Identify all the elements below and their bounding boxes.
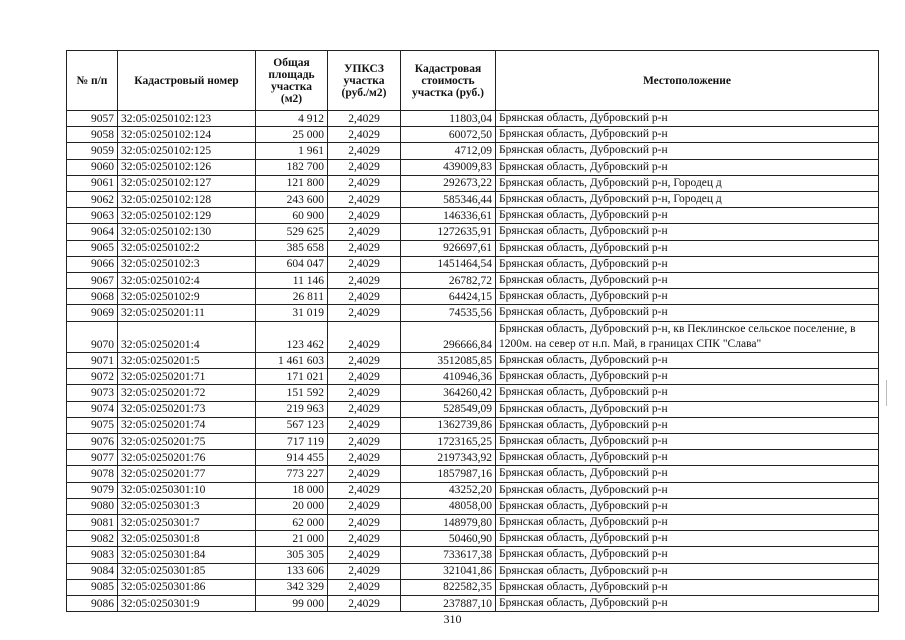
location: Брянская область, Дубровский р-н (496, 353, 879, 369)
cadastral-value: 822582,35 (401, 579, 496, 595)
upksz-value: 2,4029 (328, 547, 401, 563)
cadastral-value: 146336,61 (401, 208, 496, 224)
area-value: 717 119 (256, 434, 328, 450)
area-value: 21 000 (256, 531, 328, 547)
area-value: 773 227 (256, 466, 328, 482)
area-value: 60 900 (256, 208, 328, 224)
cadastral-value: 26782,72 (401, 273, 496, 289)
row-number: 9060 (67, 159, 118, 175)
cadastral-number: 32:05:0250102:2 (118, 240, 256, 256)
header-num: № п/п (67, 51, 118, 111)
row-number: 9072 (67, 369, 118, 385)
cadastral-number: 32:05:0250201:75 (118, 434, 256, 450)
cadastral-value: 50460,90 (401, 531, 496, 547)
location: Брянская область, Дубровский р-н (496, 579, 879, 595)
location: Брянская область, Дубровский р-н (496, 385, 879, 401)
area-value: 62 000 (256, 515, 328, 531)
cadastral-number: 32:05:0250301:8 (118, 531, 256, 547)
upksz-value: 2,4029 (328, 305, 401, 321)
row-number: 9075 (67, 417, 118, 433)
location: Брянская область, Дубровский р-н (496, 498, 879, 514)
cadastral-number: 32:05:0250301:3 (118, 498, 256, 514)
location: Брянская область, Дубровский р-н (496, 482, 879, 498)
location: Брянская область, Дубровский р-н (496, 127, 879, 143)
table-row (67, 240, 879, 256)
cadastral-value: 321041,86 (401, 563, 496, 579)
table-row (67, 450, 879, 466)
header-cadastral-number: Кадастровый номер (118, 51, 256, 111)
location: Брянская область, Дубровский р-н (496, 289, 879, 305)
cadastral-number: 32:05:0250201:4 (118, 321, 256, 352)
area-value: 182 700 (256, 159, 328, 175)
table-row (67, 353, 879, 369)
location: Брянская область, Дубровский р-н, Городец д (496, 192, 879, 208)
table-header-row (67, 51, 879, 111)
cadastral-value: 528549,09 (401, 401, 496, 417)
cadastral-number: 32:05:0250201:74 (118, 417, 256, 433)
cadastral-value: 364260,42 (401, 385, 496, 401)
area-value: 121 800 (256, 175, 328, 191)
cadastral-number: 32:05:0250201:5 (118, 353, 256, 369)
location: Брянская область, Дубровский р-н (496, 596, 879, 612)
row-number: 9078 (67, 466, 118, 482)
cadastral-number: 32:05:0250201:73 (118, 401, 256, 417)
row-number: 9069 (67, 305, 118, 321)
row-number: 9057 (67, 111, 118, 127)
area-value: 18 000 (256, 482, 328, 498)
cadastral-value: 733617,38 (401, 547, 496, 563)
page-number: 310 (443, 612, 462, 626)
location: Брянская область, Дубровский р-н (496, 208, 879, 224)
upksz-value: 2,4029 (328, 515, 401, 531)
row-number: 9083 (67, 547, 118, 563)
upksz-value: 2,4029 (328, 369, 401, 385)
area-value: 385 658 (256, 240, 328, 256)
cadastral-value: 1723165,25 (401, 434, 496, 450)
row-number: 9081 (67, 515, 118, 531)
cadastral-number: 32:05:0250102:3 (118, 256, 256, 272)
location: Брянская область, Дубровский р-н (496, 143, 879, 159)
location: Брянская область, Дубровский р-н (496, 466, 879, 482)
table-row (67, 256, 879, 272)
upksz-value: 2,4029 (328, 208, 401, 224)
upksz-value: 2,4029 (328, 563, 401, 579)
upksz-value: 2,4029 (328, 289, 401, 305)
cadastral-number: 32:05:0250301:9 (118, 596, 256, 612)
table-row (67, 531, 879, 547)
cadastral-value: 585346,44 (401, 192, 496, 208)
table-row (67, 466, 879, 482)
cadastral-number: 32:05:0250102:130 (118, 224, 256, 240)
table-row (67, 224, 879, 240)
area-value: 133 606 (256, 563, 328, 579)
row-number: 9070 (67, 321, 118, 352)
cadastral-table (66, 50, 879, 612)
row-number: 9077 (67, 450, 118, 466)
table-row (67, 369, 879, 385)
area-value: 31 019 (256, 305, 328, 321)
cadastral-value: 11803,04 (401, 111, 496, 127)
row-number: 9067 (67, 273, 118, 289)
cadastral-number: 32:05:0250102:4 (118, 273, 256, 289)
cadastral-value: 43252,20 (401, 482, 496, 498)
cadastral-value: 292673,22 (401, 175, 496, 191)
area-value: 1 961 (256, 143, 328, 159)
area-value: 342 329 (256, 579, 328, 595)
location: Брянская область, Дубровский р-н (496, 434, 879, 450)
area-value: 529 625 (256, 224, 328, 240)
upksz-value: 2,4029 (328, 596, 401, 612)
table-row (67, 192, 879, 208)
area-value: 99 000 (256, 596, 328, 612)
upksz-value: 2,4029 (328, 159, 401, 175)
cadastral-number: 32:05:0250102:129 (118, 208, 256, 224)
upksz-value: 2,4029 (328, 240, 401, 256)
cadastral-value: 74535,56 (401, 305, 496, 321)
table-row (67, 401, 879, 417)
upksz-value: 2,4029 (328, 256, 401, 272)
upksz-value: 2,4029 (328, 417, 401, 433)
table-row (67, 596, 879, 612)
cadastral-number: 32:05:0250102:126 (118, 159, 256, 175)
table-row (67, 175, 879, 191)
table-row (67, 127, 879, 143)
area-value: 305 305 (256, 547, 328, 563)
header-cadastral-value: Кадастровая стоимость участка (руб.) (401, 51, 496, 111)
scan-edge-mark (886, 380, 887, 406)
location: Брянская область, Дубровский р-н (496, 273, 879, 289)
upksz-value: 2,4029 (328, 143, 401, 159)
cadastral-number: 32:05:0250301:86 (118, 579, 256, 595)
table-row (67, 515, 879, 531)
cadastral-number: 32:05:0250201:71 (118, 369, 256, 385)
area-value: 914 455 (256, 450, 328, 466)
row-number: 9076 (67, 434, 118, 450)
row-number: 9062 (67, 192, 118, 208)
table-row (67, 579, 879, 595)
upksz-value: 2,4029 (328, 482, 401, 498)
row-number: 9064 (67, 224, 118, 240)
table-row (67, 434, 879, 450)
upksz-value: 2,4029 (328, 111, 401, 127)
upksz-value: 2,4029 (328, 175, 401, 191)
cadastral-value: 1857987,16 (401, 466, 496, 482)
cadastral-number: 32:05:0250102:128 (118, 192, 256, 208)
table-row (67, 289, 879, 305)
table-row (67, 417, 879, 433)
upksz-value: 2,4029 (328, 321, 401, 352)
cadastral-number: 32:05:0250102:123 (118, 111, 256, 127)
row-number: 9063 (67, 208, 118, 224)
area-value: 123 462 (256, 321, 328, 352)
location: Брянская область, Дубровский р-н, Городец д (496, 175, 879, 191)
location: Брянская область, Дубровский р-н (496, 515, 879, 531)
cadastral-number: 32:05:0250201:77 (118, 466, 256, 482)
row-number: 9061 (67, 175, 118, 191)
cadastral-number: 32:05:0250102:125 (118, 143, 256, 159)
cadastral-value: 439009,83 (401, 159, 496, 175)
upksz-value: 2,4029 (328, 531, 401, 547)
cadastral-value: 64424,15 (401, 289, 496, 305)
cadastral-number: 32:05:0250102:127 (118, 175, 256, 191)
cadastral-value: 48058,00 (401, 498, 496, 514)
cadastral-value: 148979,80 (401, 515, 496, 531)
cadastral-value: 2197343,92 (401, 450, 496, 466)
location: Брянская область, Дубровский р-н (496, 450, 879, 466)
row-number: 9066 (67, 256, 118, 272)
cadastral-number: 32:05:0250102:9 (118, 289, 256, 305)
upksz-value: 2,4029 (328, 385, 401, 401)
cadastral-value: 410946,36 (401, 369, 496, 385)
location: Брянская область, Дубровский р-н (496, 240, 879, 256)
location: Брянская область, Дубровский р-н (496, 531, 879, 547)
row-number: 9085 (67, 579, 118, 595)
table-row (67, 563, 879, 579)
row-number: 9068 (67, 289, 118, 305)
upksz-value: 2,4029 (328, 450, 401, 466)
row-number: 9082 (67, 531, 118, 547)
upksz-value: 2,4029 (328, 192, 401, 208)
cadastral-number: 32:05:0250301:7 (118, 515, 256, 531)
upksz-value: 2,4029 (328, 498, 401, 514)
area-value: 151 592 (256, 385, 328, 401)
table-row (67, 385, 879, 401)
row-number: 9084 (67, 563, 118, 579)
cadastral-number: 32:05:0250102:124 (118, 127, 256, 143)
cadastral-number: 32:05:0250201:76 (118, 450, 256, 466)
cadastral-value: 1272635,91 (401, 224, 496, 240)
area-value: 26 811 (256, 289, 328, 305)
upksz-value: 2,4029 (328, 579, 401, 595)
table-body (67, 111, 879, 612)
upksz-value: 2,4029 (328, 434, 401, 450)
table-row (67, 321, 879, 352)
location: Брянская область, Дубровский р-н (496, 305, 879, 321)
location: Брянская область, Дубровский р-н (496, 563, 879, 579)
location: Брянская область, Дубровский р-н (496, 159, 879, 175)
cadastral-value: 60072,50 (401, 127, 496, 143)
header-area: Общая площадь участка (м2) (256, 51, 328, 111)
row-number: 9065 (67, 240, 118, 256)
cadastral-value: 1451464,54 (401, 256, 496, 272)
area-value: 243 600 (256, 192, 328, 208)
table-row (67, 208, 879, 224)
table-row (67, 273, 879, 289)
row-number: 9079 (67, 482, 118, 498)
location: Брянская область, Дубровский р-н (496, 401, 879, 417)
table-row (67, 159, 879, 175)
table-row (67, 143, 879, 159)
location: Брянская область, Дубровский р-н (496, 256, 879, 272)
cadastral-value: 237887,10 (401, 596, 496, 612)
cadastral-number: 32:05:0250201:72 (118, 385, 256, 401)
row-number: 9071 (67, 353, 118, 369)
upksz-value: 2,4029 (328, 273, 401, 289)
upksz-value: 2,4029 (328, 401, 401, 417)
area-value: 567 123 (256, 417, 328, 433)
row-number: 9086 (67, 596, 118, 612)
upksz-value: 2,4029 (328, 127, 401, 143)
area-value: 219 963 (256, 401, 328, 417)
row-number: 9073 (67, 385, 118, 401)
location: Брянская область, Дубровский р-н (496, 369, 879, 385)
area-value: 171 021 (256, 369, 328, 385)
cadastral-value: 3512085,85 (401, 353, 496, 369)
area-value: 25 000 (256, 127, 328, 143)
header-upksz: УПКСЗ участка (руб./м2) (328, 51, 401, 111)
row-number: 9058 (67, 127, 118, 143)
upksz-value: 2,4029 (328, 466, 401, 482)
cadastral-value: 4712,09 (401, 143, 496, 159)
table-row (67, 482, 879, 498)
location: Брянская область, Дубровский р-н (496, 111, 879, 127)
cadastral-number: 32:05:0250301:10 (118, 482, 256, 498)
table-row (67, 111, 879, 127)
row-number: 9080 (67, 498, 118, 514)
row-number: 9059 (67, 143, 118, 159)
row-number: 9074 (67, 401, 118, 417)
area-value: 604 047 (256, 256, 328, 272)
cadastral-number: 32:05:0250301:85 (118, 563, 256, 579)
area-value: 11 146 (256, 273, 328, 289)
location: Брянская область, Дубровский р-н (496, 224, 879, 240)
upksz-value: 2,4029 (328, 224, 401, 240)
area-value: 1 461 603 (256, 353, 328, 369)
area-value: 4 912 (256, 111, 328, 127)
location: Брянская область, Дубровский р-н (496, 547, 879, 563)
header-location: Местоположение (496, 51, 879, 111)
location: Брянская область, Дубровский р-н, кв Пеклинское сельское поселение, в 1200м. на север от н.п. Май, в границах СПК "Слава" (496, 321, 879, 352)
table-row (67, 305, 879, 321)
cadastral-number: 32:05:0250201:11 (118, 305, 256, 321)
table-row (67, 547, 879, 563)
location: Брянская область, Дубровский р-н (496, 417, 879, 433)
area-value: 20 000 (256, 498, 328, 514)
table-row (67, 498, 879, 514)
cadastral-value: 1362739,86 (401, 417, 496, 433)
upksz-value: 2,4029 (328, 353, 401, 369)
cadastral-number: 32:05:0250301:84 (118, 547, 256, 563)
cadastral-value: 926697,61 (401, 240, 496, 256)
cadastral-value: 296666,84 (401, 321, 496, 352)
